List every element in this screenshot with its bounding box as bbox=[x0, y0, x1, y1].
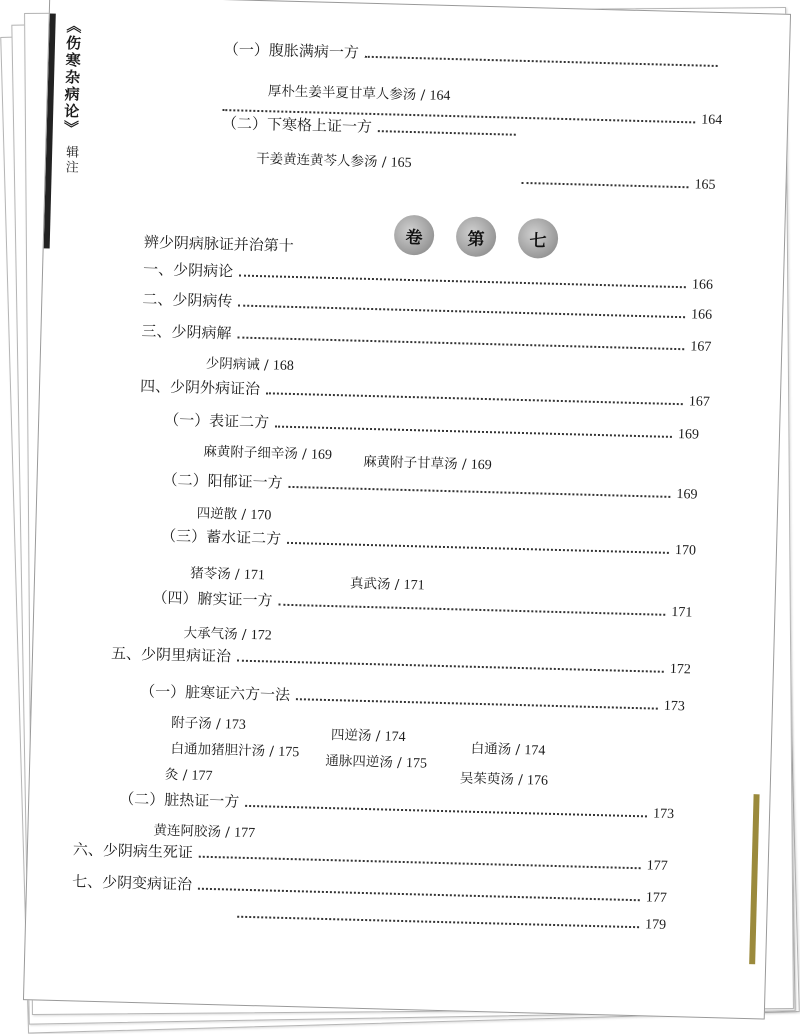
entry-title: （一）腹胀满病一方 bbox=[223, 40, 360, 62]
entry-title: 三、少阴病解 bbox=[141, 321, 232, 343]
formula-name: 白通加猪胆汁汤 bbox=[170, 740, 266, 760]
formula-name: 灸 bbox=[164, 766, 179, 784]
formula-name: 麻黄附子细辛汤 bbox=[203, 443, 299, 463]
book-title: 《伤寒杂病论》 bbox=[61, 17, 83, 138]
formula-page: 175 bbox=[405, 756, 428, 772]
book-subtitle: 辑注 bbox=[62, 144, 79, 176]
sub-entry: 白通汤 / 174 bbox=[470, 740, 546, 759]
formula-name: 麻黄附子甘草汤 bbox=[362, 453, 458, 473]
entry-page: 164 bbox=[701, 112, 723, 129]
volume-seal: 卷 bbox=[394, 215, 435, 256]
sub-entry: 真武汤 / 171 bbox=[349, 575, 425, 594]
formula-name: 真武汤 bbox=[349, 575, 391, 593]
formula-page: 175 bbox=[277, 744, 300, 761]
entry-page: 169 bbox=[677, 427, 700, 443]
leader-dots bbox=[365, 56, 718, 67]
volume-seal: 七 bbox=[518, 218, 559, 259]
toc-entry bbox=[143, 258, 713, 294]
formula-name: 通脉四逆汤 bbox=[325, 752, 394, 771]
sub-entry: 通脉四逆汤 / 175 bbox=[325, 752, 428, 772]
formula-name: 厚朴生姜半夏甘草人参汤 bbox=[267, 83, 417, 104]
formula-page: 177 bbox=[233, 825, 256, 842]
formula-name: 大承气汤 bbox=[183, 625, 238, 643]
formula-name: 白通汤 bbox=[470, 740, 512, 758]
sub-entry: 四逆汤 / 174 bbox=[330, 727, 406, 746]
entry-title: （二）脏热证一方 bbox=[119, 789, 240, 811]
toc-entry bbox=[140, 375, 710, 411]
side-strip bbox=[749, 794, 759, 964]
entry-title: （三）蓄水证二方 bbox=[160, 526, 282, 548]
sub-entry: 麻黄附子细辛汤 / 169 bbox=[203, 443, 333, 464]
sub-entry: 白通加猪胆汁汤 / 175 bbox=[170, 740, 300, 761]
sub-entry: 猪苓汤 / 171 bbox=[189, 565, 265, 584]
toc-entry bbox=[73, 838, 668, 875]
sub-entry: 少阴病诫 / 168 bbox=[205, 355, 294, 374]
toc-entry bbox=[162, 469, 697, 504]
leader-dots bbox=[378, 130, 516, 136]
leader-dots bbox=[239, 275, 686, 289]
entry-page: 167 bbox=[688, 394, 711, 410]
entry-title: 六、少阴病生死证 bbox=[72, 840, 194, 862]
entry-title: （一）表证二方 bbox=[163, 410, 270, 432]
entry-page: 166 bbox=[691, 277, 714, 293]
formula-name: 猪苓汤 bbox=[189, 565, 231, 583]
entry-page: 173 bbox=[652, 806, 675, 823]
formula-name: 少阴病诫 bbox=[205, 355, 260, 374]
entry-page: 170 bbox=[674, 543, 697, 559]
formula-page: 170 bbox=[250, 507, 272, 524]
leader-dots bbox=[199, 856, 641, 870]
entry-page: 165 bbox=[694, 177, 716, 193]
leader-dots bbox=[237, 660, 664, 673]
sub-entry: 灸 / 177 bbox=[164, 766, 213, 784]
toc-entry bbox=[119, 788, 674, 824]
entry-title: 七、少阴变病证治 bbox=[71, 872, 193, 894]
formula-page: 169 bbox=[310, 447, 333, 464]
sub-entry: 黄连阿胶汤 / 177 bbox=[153, 822, 256, 842]
formula-name: 四逆汤 bbox=[330, 727, 372, 745]
formula-name: 干姜黄连黄芩人参汤 bbox=[255, 150, 378, 171]
leader-dots bbox=[198, 888, 640, 902]
leader-dots bbox=[238, 305, 685, 319]
formula-name: 附子汤 bbox=[171, 714, 212, 732]
formula-page: 174 bbox=[384, 729, 406, 746]
toc-entry bbox=[111, 642, 691, 678]
entry-page: 173 bbox=[663, 698, 686, 715]
formula-name: 黄连阿胶汤 bbox=[153, 822, 222, 841]
formula-page: 176 bbox=[526, 773, 549, 789]
formula-page: 172 bbox=[250, 627, 272, 644]
running-book-title bbox=[59, 17, 86, 176]
sub-entry: 四逆散 / 170 bbox=[196, 505, 272, 524]
sub-entry: 附子汤 / 173 bbox=[171, 714, 247, 733]
entry-page: 172 bbox=[669, 661, 692, 678]
leader-dots bbox=[288, 486, 670, 498]
sub-entry: 干姜黄连黄芩人参汤 / 165 bbox=[255, 150, 412, 172]
toc-entry bbox=[231, 907, 666, 934]
leader-dots bbox=[237, 337, 684, 351]
toc-entry bbox=[142, 288, 712, 324]
formula-page: 173 bbox=[224, 717, 247, 733]
entry-page: 167 bbox=[690, 339, 712, 355]
volume-header bbox=[394, 215, 559, 259]
entry-page: 166 bbox=[690, 307, 713, 323]
entry-page: 177 bbox=[646, 858, 668, 874]
entry-title: 四、少阴外病证治 bbox=[139, 376, 261, 399]
toc-entry bbox=[141, 320, 711, 356]
leader-dots bbox=[245, 805, 647, 818]
formula-name: 四逆散 bbox=[196, 505, 238, 523]
toc-entry bbox=[161, 525, 696, 560]
formula-name: 吴茱萸汤 bbox=[459, 770, 515, 788]
formula-page: 171 bbox=[403, 577, 425, 594]
toc-entry bbox=[515, 173, 715, 194]
entry-title: 一、少阴病论 bbox=[142, 260, 234, 281]
entry-page: 169 bbox=[676, 487, 698, 503]
formula-page: 171 bbox=[243, 567, 265, 584]
sub-entry: 吴茱萸汤 / 176 bbox=[459, 770, 549, 789]
formula-page: 164 bbox=[429, 88, 451, 104]
entry-title: （四）腑实证一方 bbox=[152, 588, 273, 610]
chapter-title: 辨少阴病脉证并治第十 bbox=[143, 233, 295, 255]
formula-page: 177 bbox=[191, 768, 213, 784]
sub-entry: 大承气汤 / 172 bbox=[183, 625, 272, 644]
entry-title: 二、少阴病传 bbox=[142, 290, 233, 311]
entry-page: 171 bbox=[671, 604, 693, 621]
entry-page: 177 bbox=[645, 890, 668, 906]
entry-page: 179 bbox=[644, 917, 667, 933]
leader-dots bbox=[287, 542, 669, 554]
toc-page bbox=[23, 0, 791, 1020]
sub-entry: 麻黄附子甘草汤 / 169 bbox=[362, 453, 492, 474]
toc-entry bbox=[140, 680, 685, 715]
entry-title: （二）阳郁证一方 bbox=[162, 470, 283, 492]
leader-dots bbox=[237, 916, 639, 929]
formula-page: 174 bbox=[524, 743, 546, 759]
formula-page: 168 bbox=[272, 358, 294, 374]
formula-page: 165 bbox=[390, 155, 412, 172]
leader-dots bbox=[521, 182, 688, 188]
entry-title: （二）下寒格上证一方 bbox=[221, 114, 373, 136]
entry-title: 五、少阴里病证治 bbox=[110, 644, 232, 666]
leader-dots bbox=[296, 698, 658, 709]
leader-dots bbox=[275, 426, 672, 438]
formula-page: 169 bbox=[470, 457, 492, 474]
toc-entry bbox=[164, 409, 699, 444]
toc-entry bbox=[224, 38, 724, 72]
entry-title: （一）脏寒证六方一法 bbox=[139, 682, 291, 705]
toc-entry bbox=[72, 870, 667, 907]
leader-dots bbox=[278, 604, 665, 616]
leader-dots bbox=[266, 392, 683, 405]
sub-entry: 厚朴生姜半夏甘草人参汤 / 164 bbox=[267, 83, 451, 104]
volume-seal: 第 bbox=[456, 216, 497, 257]
